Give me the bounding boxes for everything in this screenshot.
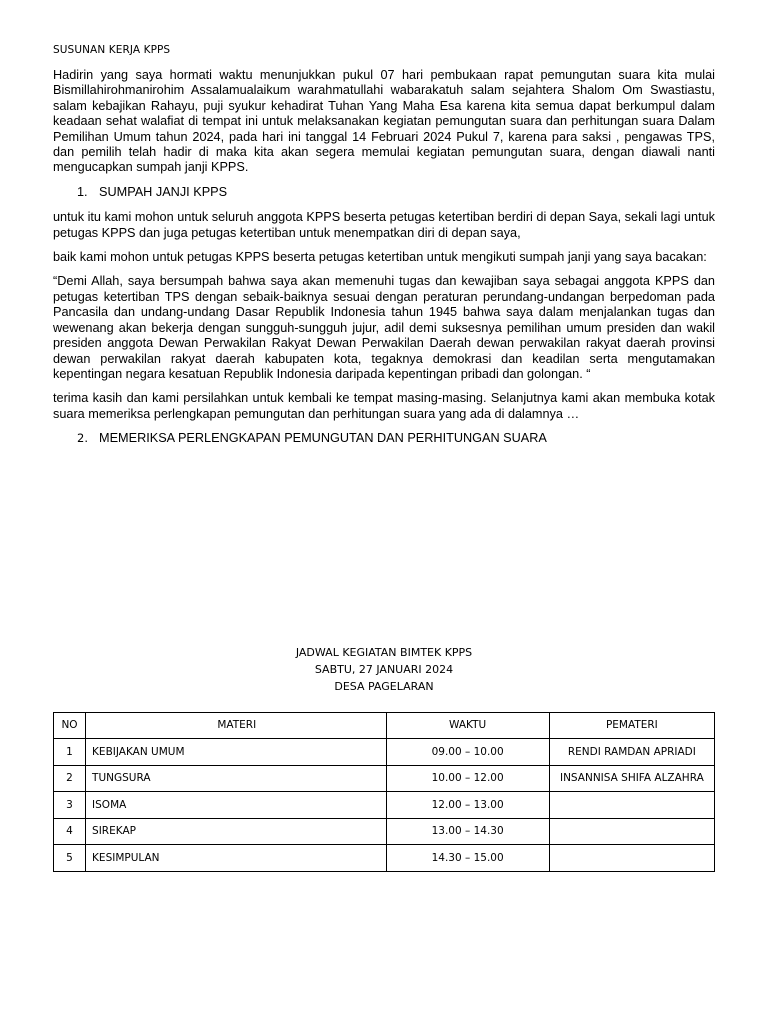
document-page: [53, 44, 715, 872]
cell-waktu: 12.00 – 13.00: [386, 792, 549, 819]
cell-no: 4: [54, 818, 86, 845]
list-text: MEMERIKSA PERLENGKAPAN PEMUNGUTAN DAN PERHITUNGAN SUARA: [99, 431, 547, 446]
cell-waktu: 09.00 – 10.00: [386, 739, 549, 766]
table-row: [54, 792, 715, 819]
list-number: 1.: [77, 184, 88, 199]
cell-materi: SIREKAP: [86, 818, 386, 845]
cell-materi: KESIMPULAN: [86, 845, 386, 872]
cell-materi: KEBIJAKAN UMUM: [86, 739, 386, 766]
closing-paragraph: terima kasih dan kami persilahkan untuk kembali ke tempat masing-masing. Selanjutnya kami akan membuka kotak suara memeriksa perlengkapan pemungutan dan perhitungan suara yang ada di dalamnya …: [53, 391, 715, 421]
cell-waktu: 10.00 – 12.00: [386, 765, 549, 792]
schedule-table: [53, 712, 715, 872]
cell-no: 3: [54, 792, 86, 819]
cell-no: 1: [54, 739, 86, 766]
schedule-location: DESA PAGELARAN: [334, 679, 434, 693]
document-title: SUSUNAN KERJA KPPS: [53, 44, 171, 56]
cell-pemateri: INSANNISA SHIFA ALZAHRA: [549, 765, 714, 792]
schedule-date: SABTU, 27 JANUARI 2024: [314, 662, 454, 676]
list-text: SUMPAH JANJI KPPS: [99, 184, 228, 199]
oath-intro-paragraph: baik kami mohon untuk petugas KPPS beserta petugas ketertiban untuk mengikuti sumpah janji yang saya bacakan:: [53, 250, 707, 265]
table-row: [54, 845, 715, 872]
table-row: [54, 765, 715, 792]
table-row: [54, 739, 715, 766]
list-item-sumpah: [53, 185, 715, 200]
header-waktu: WAKTU: [386, 712, 549, 739]
list-number: 2.: [77, 431, 88, 446]
header-pemateri: PEMATERI: [549, 712, 714, 739]
table-row: [54, 818, 715, 845]
cell-materi: ISOMA: [86, 792, 386, 819]
cell-pemateri: [549, 845, 714, 872]
list-item-memeriksa: [53, 431, 715, 446]
cell-waktu: 14.30 – 15.00: [386, 845, 549, 872]
blank-space: [53, 457, 715, 644]
schedule-heading: [53, 644, 715, 695]
schedule-title: JADWAL KEGIATAN BIMTEK KPPS: [295, 645, 473, 659]
cell-pemateri: [549, 818, 714, 845]
intro-paragraph: Hadirin yang saya hormati waktu menunjukkan pukul 07 hari pembukaan rapat pemungutan suara kita mulai Bismillahirohmanirohim Assalamualaikum warahmatullahi wabarakatuh salam sejahtera Shalom Om Swastiastu, salam kebajikan Rahayu, puji syukur kehadirat Tuhan Yang Maha Esa karena kita semua dapat berkumpul dalam keadaan sehat walafiat di tempat ini untuk melaksanakan kegiatan pemungutan suara dan perhitungan suara Dalam Pemilihan Umum tahun 2024, pada hari ini tanggal 14 Februari 2024 Pukul 7, karena para saksi , pengawas TPS, dan pemilih telah hadir di maka kita akan segera memulai kegiatan pemungutan suara, dengan diawali nanti mengucapkan sumpah janji KPPS.: [53, 68, 715, 175]
header-materi: MATERI: [86, 712, 386, 739]
instruction-paragraph: untuk itu kami mohon untuk seluruh anggota KPPS beserta petugas ketertiban berdiri di depan Saya, sekali lagi untuk petugas KPPS dan juga petugas ketertiban untuk menempatkan diri di depan saya,: [53, 210, 715, 240]
table-header-row: [54, 712, 715, 739]
oath-paragraph: “Demi Allah, saya bersumpah bahwa saya akan memenuhi tugas dan kewajiban saya sebagai anggota KPPS dan petugas ketertiban TPS dengan sebaik-baiknya sesuai dengan peraturan perundang-undangan berpedoman pada Pancasila dan undang-undang Dasar Republik Indonesia tahun 1945 bahwa saya dalam menjalankan tugas dan wewenang akan bekerja dengan sungguh-sungguh jujur, adil demi suksesnya pemilihan umum presiden dan wakil presiden anggota Dewan Perwakilan Rakyat Dewan Perwakilan Daerah dewan perwakilan rakyat daerah provinsi dewan perwakilan rakyat daerah kabupaten kota, tegaknya demokrasi dan keadilan serta mengutamakan kepentingan negara kesatuan Republik Indonesia daripada kepentingan pribadi dan golongan. “: [53, 274, 715, 381]
cell-pemateri: [549, 792, 714, 819]
cell-pemateri: RENDI RAMDAN APRIADI: [549, 739, 714, 766]
cell-no: 2: [54, 765, 86, 792]
cell-materi: TUNGSURA: [86, 765, 386, 792]
header-no: NO: [54, 712, 86, 739]
cell-no: 5: [54, 845, 86, 872]
cell-waktu: 13.00 – 14.30: [386, 818, 549, 845]
